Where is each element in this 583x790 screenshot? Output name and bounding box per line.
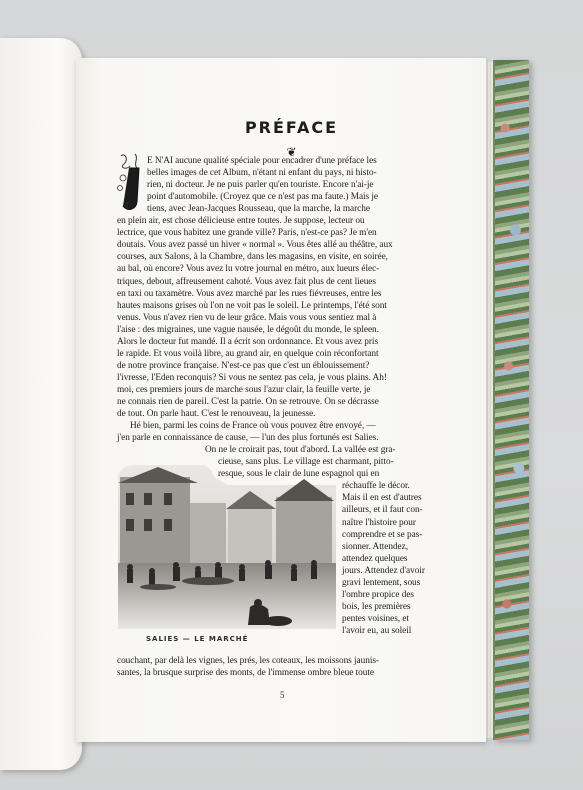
text-line: courses, aux Salons, à la Chambre, dans les magasins, en visite, en soirée,	[117, 252, 388, 263]
text-line: triques, debout, affreusement cahoté. Vous avez fait plus de cent lieues	[117, 276, 376, 287]
text-line: On ne le croirait pas, tout d'abord. La vallée est gra-	[205, 445, 396, 456]
text-line: l'avoir eu, au soleil	[342, 625, 412, 636]
text-line: moi, ces premiers jours de marche sous l'azur clair, la feuille verte, je	[117, 384, 371, 395]
text-line: sionner. Attendez,	[342, 541, 408, 552]
text-line: jours. Attendez d'avoir	[342, 565, 425, 576]
text-line: belles images de cet Album, n'étant ni enfant du pays, ni histo-	[147, 168, 377, 179]
text-line: en plein air, est chose délicieuse entre toutes. Je suppose, lecteur ou	[117, 216, 365, 227]
text-line: bois, les premières	[342, 601, 411, 612]
text-line: de notre province française. N'est-ce pas que c'est un éblouissement?	[117, 360, 370, 371]
text-line: naître l'histoire pour	[342, 517, 416, 528]
dropcap-text: J	[125, 201, 129, 210]
text-line: santes, la brusque surprise des monts, de l'immense ombre bleue toute	[117, 668, 374, 679]
text-line: tiens, avec Jean-Jacques Rousseau, que la marche, la marche	[147, 204, 370, 215]
text-line: réchauffe le décor.	[342, 481, 410, 492]
text-line: doutais. Vous avez passé un hiver « normal ». Vous êtes allé au théâtre, aux	[117, 240, 393, 251]
text-line: venus. Vous n'avez rien vu de leur grâce. Mais vous vous sentiez mal à	[117, 312, 377, 323]
fleuron-ornament: ❦	[286, 145, 297, 159]
text-line: rien, ni docteur. Je ne puis parler qu'en touriste. Encore n'ai-je	[147, 180, 374, 191]
text-line: l'ombre propice des	[342, 589, 414, 600]
text-line: couchant, par delà les vignes, les prés, les coteaux, les moissons jaunis-	[117, 656, 379, 666]
text-line: ailleurs, et il faut con-	[342, 505, 423, 516]
market-photo	[118, 463, 336, 629]
text-line: hautes maisons grises où l'on ne voit pas le soleil. Le printemps, l'été sont	[117, 300, 387, 311]
page-title: PRÉFACE	[244, 118, 339, 137]
marbled-edge	[493, 60, 529, 740]
text-line: comprendre et se pas-	[342, 529, 423, 540]
text-line: point d'automobile. (Croyez que ce n'est pas ma faute.) Mais je	[147, 192, 379, 203]
text-line: pentes voisines, et	[342, 613, 409, 624]
text-line: Mais il en est d'autres	[342, 493, 422, 504]
text-line: ne connais rien de pareil. C'est la patrie. On se retrouve. On se décrasse	[117, 397, 379, 407]
text-line: attendez quelques	[342, 553, 408, 564]
text-line: le rapide. Et vous voilà libre, au grand air, en quelque coin réconfortant	[117, 348, 379, 359]
text-line: cieuse, sans plus. Le village est charmant, pitto-	[218, 457, 394, 468]
text-line: j'en parle en connaissance de cause, — l'un des plus fortunés est Salies.	[117, 433, 379, 444]
text-line: gravi lentement, sous	[342, 577, 421, 588]
text-line: l'ivresse, l'Eden reconquis? Si vous ne sentez pas cela, je vous plains. Ah!	[117, 372, 387, 383]
text-line: Alors le docteur fut mandé. Il a écrit son ordonnance. Et vous avez pris	[117, 336, 379, 347]
text-line: resque, sous le clair de lune espagnol qui en	[218, 469, 380, 480]
dropcap-letter	[115, 150, 145, 216]
text-line: de tout. On parle haut. C'est le renouveau, la jeunesse.	[117, 409, 316, 420]
text-line: lectrice, que vous habitez une grande ville? Paris, n'est-ce pas? Je m'en	[117, 228, 377, 239]
text-line: l'aise : des migraines, une vague nausée, le dégoût du monde, le spleen.	[117, 324, 379, 335]
photo-caption: SALIES — LE MARCHÉ	[146, 635, 249, 643]
text-line: E N'AI aucune qualité spéciale pour encadrer d'une préface les	[147, 156, 377, 166]
text-line: en taxi ou taxamètre. Vous avez marché par les rues fiévreuses, entre les	[117, 288, 382, 299]
page-number: 5	[280, 690, 285, 700]
text-line: Hé bien, parmi les coins de France où vous pouvez être envoyé, —	[130, 421, 376, 432]
text-line: au bal, où encore? Vous avez lu votre journal en métro, aux lueurs élec-	[117, 264, 380, 275]
